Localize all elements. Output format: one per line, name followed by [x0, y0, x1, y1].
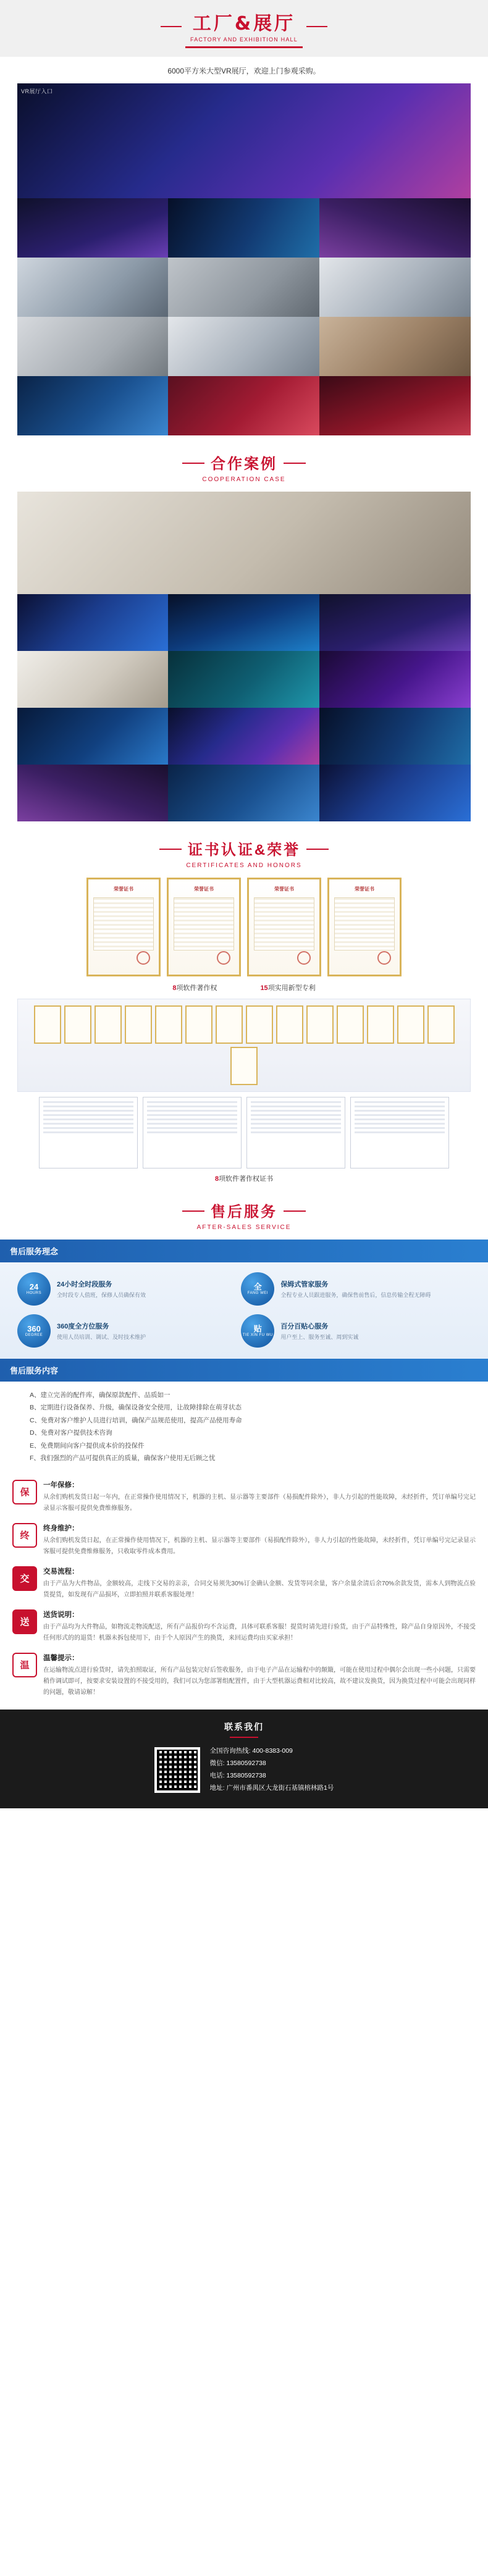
- service-concept-text: [280, 1321, 358, 1341]
- service-concept-text: [57, 1279, 146, 1299]
- photo-case-expo-booth: [319, 708, 471, 765]
- photo-workshop-assembly: [17, 258, 168, 317]
- photo-case-neon-room: [168, 708, 319, 765]
- photo-case-mall-store: [17, 492, 471, 594]
- service-concept-list: [0, 1262, 488, 1359]
- certificate-doc-strip: [17, 1097, 471, 1168]
- term-lifetime-maintenance: [12, 1523, 476, 1558]
- service-concept-item: [17, 1314, 235, 1348]
- contact-body: [0, 1745, 488, 1795]
- certificate-mini: [337, 1005, 364, 1044]
- count-value: 8: [214, 1175, 219, 1183]
- certificate-mini: [64, 1005, 91, 1044]
- photo-case-dark-arena: [168, 651, 319, 708]
- photo-case-egg-chairs: [17, 765, 168, 821]
- term-title: 交易流程：: [43, 1567, 79, 1575]
- badge-main: 24: [29, 1282, 39, 1292]
- certificate-mini: [427, 1005, 455, 1044]
- service-item: B、定期进行设备保养、升级，确保设备安全使用，让故障排除在萌芽状态: [30, 1404, 242, 1412]
- term-title: 一年保修：: [43, 1481, 79, 1489]
- service-content-bar: 售后服务内容: [0, 1359, 488, 1382]
- photo-warehouse-shelves: [17, 317, 168, 376]
- service-concept-item: [17, 1272, 235, 1306]
- photo-vr-seats-row: [17, 198, 168, 258]
- badge-sub: DEGREE: [25, 1333, 43, 1337]
- badge-main: 360: [27, 1324, 41, 1334]
- term-title: 送货说明：: [43, 1611, 79, 1619]
- service-concept-desc: 使用人员培训、调试、及时技术维护: [57, 1334, 146, 1340]
- certificate-mini: [306, 1005, 334, 1044]
- contact-footer: [0, 1710, 488, 1808]
- service-concept-text: [57, 1321, 146, 1341]
- certificate-mini: [230, 1047, 258, 1085]
- photo-warehouse-stock: [17, 376, 168, 435]
- factory-subtitle: FACTORY AND EXHIBITION HALL: [190, 36, 298, 43]
- certificate-heading: 荣誉证书: [355, 886, 374, 892]
- lifetime-icon: 终: [12, 1523, 37, 1548]
- certificate-heading: 荣誉证书: [194, 886, 214, 892]
- certificate-mini: [276, 1005, 303, 1044]
- terms-block: [0, 1467, 488, 1710]
- service-item: A、建立完善的配件库，确保原款配件、品质如一: [30, 1391, 170, 1399]
- service-concept-title: 24小时全时段服务: [57, 1281, 112, 1288]
- term-title: 终身维护：: [43, 1524, 79, 1532]
- hours-badge-icon: [17, 1272, 51, 1306]
- seal-icon: [297, 951, 311, 965]
- patent-count: [260, 983, 315, 992]
- warranty-icon: 保: [12, 1480, 37, 1504]
- cooperation-section-title: [0, 435, 488, 492]
- term-text: 从余们购机发货日起，在正常操作使用情况下，机器的主机、显示器等主要部件（易损配件除外），非人力引起的性能故障，未经折件，凭订单编号完记录显示客服可提供免费维修服务，只收取零件成本费用。: [43, 1537, 476, 1555]
- service-concept-title: 保姆式管家服务: [280, 1281, 329, 1288]
- title-rule-right: [306, 26, 327, 27]
- photo-office-staff-desk: [168, 258, 319, 317]
- photo-case-store-front: [319, 651, 471, 708]
- service-concept-title: 360度全方位服务: [57, 1323, 109, 1330]
- title-rule-left: [161, 26, 182, 27]
- certificate-mini: [367, 1005, 394, 1044]
- certificate-body: [254, 897, 314, 950]
- certificates-area: [17, 878, 471, 1183]
- heart-service-badge-icon: [241, 1314, 274, 1348]
- term-warranty-one-year: [12, 1480, 476, 1514]
- photo-production-line: [319, 317, 471, 376]
- service-concept-title: 百分百贴心服务: [280, 1323, 329, 1330]
- contact-address: 地址: 广州市番禺区大龙街石基镇榕林路1号: [209, 1784, 334, 1792]
- photo-image: [17, 83, 471, 198]
- service-item: F、我们强烈的产品可提供真正的质量，确保客户使用无后顾之忧: [30, 1454, 216, 1462]
- service-concept-desc: 全时段专人值班，保修人员确保有效: [57, 1292, 146, 1298]
- allround-badge-icon: [241, 1272, 274, 1306]
- service-concept-item: [241, 1314, 458, 1348]
- certificate-card: [327, 878, 402, 976]
- cooperation-photo-grid: [17, 492, 471, 821]
- degree-badge-icon: [17, 1314, 51, 1348]
- seal-icon: [377, 951, 391, 965]
- service-concept-item: [241, 1272, 458, 1306]
- certificate-mini: [185, 1005, 212, 1044]
- certificate-row-top: [17, 878, 471, 976]
- factory-title: 工厂&展厅: [192, 13, 296, 35]
- term-warm-reminder: [12, 1653, 476, 1698]
- factory-title-wrap: [161, 14, 327, 48]
- count-value: 15: [260, 984, 268, 992]
- factory-title-underline: [185, 46, 303, 48]
- service-concept-text: [280, 1279, 431, 1299]
- service-concept-desc: 全程专业人员跟进服务，确保售前售后，信息传输全程无障碍: [280, 1292, 431, 1298]
- certificate-mini: [95, 1005, 122, 1044]
- certificate-mini: [216, 1005, 243, 1044]
- certificate-mini: [397, 1005, 424, 1044]
- photo-case-vr-zone-sign: [17, 651, 168, 708]
- term-text: 由于产品为大件物品，金额较高，走线下交易的亲亲，合同交易须先30%订金确认金额、发货等同余量，客户余量余清后余70%余款发货，需本人到物流点验货提货，如发现有产品损坏，立即拍照并联系客服处理！: [43, 1580, 476, 1598]
- cooperation-title: 合作案例: [182, 451, 306, 473]
- certificate-card: [167, 878, 241, 976]
- delivery-icon: 送: [12, 1609, 37, 1634]
- certificate-mini: [125, 1005, 152, 1044]
- seal-icon: [137, 951, 150, 965]
- contact-hotline: 全国咨询热线: 400-8383-009: [209, 1747, 293, 1755]
- factory-header: [0, 0, 488, 57]
- factory-description: 6000平方米大型VR展厅，欢迎上门参观采购。: [0, 57, 488, 83]
- photo-red-seats-warehouse-2: [319, 376, 471, 435]
- badge-sub: FANG WEI: [247, 1291, 268, 1295]
- contact-title: 联系我们: [224, 1721, 264, 1732]
- photo-red-seats-warehouse: [168, 376, 319, 435]
- certificate-document: [39, 1097, 138, 1168]
- software-copyright-count: [172, 983, 217, 992]
- contact-underline: [230, 1737, 258, 1738]
- qr-code-icon: [154, 1747, 200, 1793]
- after-sales-title: 售后服务: [182, 1199, 306, 1221]
- certificates-title: 证书认证&荣誉: [159, 837, 329, 859]
- photo-vr-equipment-wall: [319, 198, 471, 258]
- service-concept-desc: 用户至上、服务至诚、周到实诚: [280, 1334, 359, 1340]
- certificate-document: [350, 1097, 449, 1168]
- reminder-icon: 温: [12, 1653, 37, 1677]
- photo-case-vr-zone: [17, 594, 168, 651]
- badge-sub: HOURS: [26, 1291, 42, 1295]
- service-concept-bar: 售后服务理念: [0, 1240, 488, 1262]
- count-value: 8: [172, 984, 177, 992]
- count-label: 项软件著作权: [176, 984, 217, 992]
- certificates-section-title: [0, 821, 488, 878]
- term-title: 温馨提示：: [43, 1654, 79, 1662]
- certificate-mini: [34, 1005, 61, 1044]
- contact-info-list: [210, 1745, 334, 1795]
- service-item: E、免费期间向客户提供成本价的投保件: [30, 1441, 145, 1450]
- certificate-document: [143, 1097, 242, 1168]
- contact-wechat: 微信: 13580592738: [209, 1759, 266, 1767]
- badge-sub: TIE XIN FU WU: [242, 1333, 273, 1337]
- badge-main: 贴: [253, 1324, 262, 1334]
- term-transaction-process: [12, 1566, 476, 1601]
- certificate-counts: [17, 983, 471, 992]
- service-item: D、免费对客户提供技术咨询: [30, 1429, 112, 1437]
- certificate-body: [93, 897, 154, 950]
- photo-case-vr-booths: [319, 765, 471, 821]
- transaction-icon: 交: [12, 1566, 37, 1591]
- certificate-mini: [155, 1005, 182, 1044]
- photo-case-arcade-hall: [168, 594, 319, 651]
- term-delivery-note: [12, 1609, 476, 1644]
- certificate-mini-strip: [17, 999, 471, 1092]
- photo-case-play-area: [17, 708, 168, 765]
- certificate-document: [246, 1097, 345, 1168]
- term-text: 在运输物流点进行验货时，请先拍照取证，所有产品包装完好后签收服务，由于电子产品在运输程中的颠簸，可能在使用过程中偶尔会出现一些小问题，只需要稍作调试即可，按要求安装设置的不接受用的，我们可以为您部署组配置件，由于大型机器运费相对比较高，故不建议发换货，因为换货过程中可能会出现同样的问题，敬请谅解！: [43, 1666, 476, 1696]
- factory-photo-grid: [17, 83, 471, 435]
- certificate-body: [334, 897, 395, 950]
- cooperation-subtitle: COOPERATION CASE: [202, 476, 286, 483]
- photo-case-cinema-seats: [168, 765, 319, 821]
- service-item: C、免费对客户维护人员进行培训，确保产品规范使用，提高产品使用寿命: [30, 1416, 242, 1424]
- term-text: 从余们购机发货日起一年内，在正常操作使用情况下，机器的主机、显示器等主要部件（易损配件除外），非人力引起的性能故障，未经折件，凭订单编号完记录显示客服可提供免费维修服务。: [43, 1493, 476, 1512]
- certificate-heading: 荣誉证书: [114, 886, 133, 892]
- count-label: 项实用新型专利: [267, 984, 316, 992]
- photo-egg-chair-storage: [168, 317, 319, 376]
- photo-case-vr-station: [319, 594, 471, 651]
- service-items-block: [0, 1382, 488, 1467]
- photo-office-workstations: [319, 258, 471, 317]
- photo-caption: VR展厅入口: [21, 88, 53, 94]
- certificate-body: [174, 897, 234, 950]
- after-sales-section-title: [0, 1183, 488, 1240]
- photo-vr-chairs-blue: [168, 198, 319, 258]
- certificate-mini: [246, 1005, 273, 1044]
- term-text: 由于产品均为大件物品，如物流走物流配送，所有产品报价均不含运费，具体可联系客服！提货时请先进行验货，由于产品特殊性，除产品自身原因外，不接受任何形式的的退货！机器未拆包使用下，由于个人原因产生的换货，来回运费均由买家承担！: [43, 1623, 476, 1642]
- count-label: 项软件著作权证书: [219, 1175, 274, 1183]
- certificate-bottom-caption: [17, 1173, 471, 1183]
- certificate-card: [247, 878, 321, 976]
- seal-icon: [217, 951, 230, 965]
- contact-phone: 电话: 13580592738: [209, 1771, 266, 1779]
- certificates-subtitle: CERTIFICATES AND HONORS: [186, 862, 302, 869]
- certificate-card: [86, 878, 161, 976]
- after-sales-subtitle: AFTER-SALES SERVICE: [196, 1224, 292, 1231]
- certificate-heading: 荣誉证书: [274, 886, 294, 892]
- photo-vr-showroom-entrance: [17, 83, 471, 198]
- service-item-list: [14, 1389, 474, 1465]
- badge-main: 全: [253, 1282, 262, 1292]
